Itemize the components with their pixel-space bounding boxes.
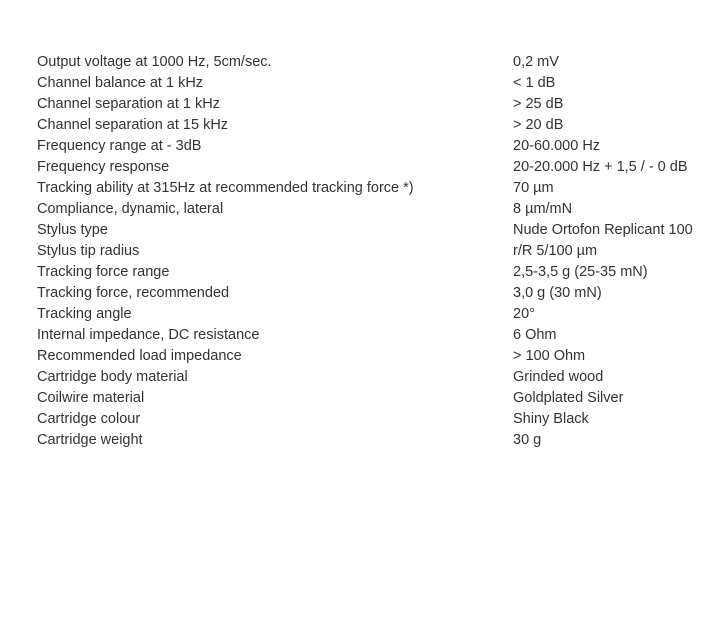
table-row — [37, 430, 713, 451]
spec-parameter: Channel separation at 1 kHz — [37, 96, 220, 112]
spec-value: 0,2 mV — [513, 54, 559, 70]
spec-parameter: Frequency response — [37, 159, 170, 175]
specifications-table — [37, 52, 713, 451]
spec-parameter: Cartridge weight — [37, 432, 143, 448]
spec-parameter: Channel separation at 15 kHz — [37, 117, 229, 133]
spec-value: 20-20.000 Hz + 1,5 / - 0 dB — [513, 159, 688, 175]
spec-parameter: Tracking angle — [37, 306, 132, 322]
spec-parameter: Frequency range at - 3dB — [37, 138, 202, 154]
spec-parameter: Internal impedance, DC resistance — [37, 327, 260, 343]
table-row — [37, 325, 713, 346]
spec-value: > 100 Ohm — [513, 348, 586, 364]
spec-value: 6 Ohm — [513, 327, 557, 343]
spec-parameter: Stylus tip radius — [37, 243, 140, 259]
spec-parameter: Tracking force, recommended — [37, 285, 230, 301]
table-row — [37, 409, 713, 430]
table-row — [37, 346, 713, 367]
spec-value: r/R 5/100 µm — [513, 243, 598, 259]
spec-parameter: Recommended load impedance — [37, 348, 242, 364]
spec-value: Nude Ortofon Replicant 100 — [513, 222, 693, 238]
table-row — [37, 388, 713, 409]
spec-parameter: Channel balance at 1 kHz — [37, 75, 204, 91]
spec-value: < 1 dB — [513, 75, 556, 91]
spec-value: Grinded wood — [513, 369, 604, 385]
spec-parameter: Tracking ability at 315Hz at recommended tracking force *) — [37, 180, 414, 196]
table-row — [37, 262, 713, 283]
spec-parameter: Tracking force range — [37, 264, 170, 280]
spec-value: 70 µm — [513, 180, 554, 196]
table-row — [37, 367, 713, 388]
spec-value: > 20 dB — [513, 117, 564, 133]
spec-value: 30 g — [513, 432, 542, 448]
spec-value: 20° — [513, 306, 535, 322]
table-row — [37, 178, 713, 199]
specifications-table-body — [37, 52, 713, 451]
spec-parameter: Coilwire material — [37, 390, 145, 406]
spec-value: 3,0 g (30 mN) — [513, 285, 602, 301]
table-row — [37, 73, 713, 94]
table-row — [37, 115, 713, 136]
table-row — [37, 136, 713, 157]
spec-value: 8 µm/mN — [513, 201, 573, 217]
spec-value: 20-60.000 Hz — [513, 138, 601, 154]
spec-value: Goldplated Silver — [513, 390, 624, 406]
table-row — [37, 283, 713, 304]
spec-parameter: Cartridge body material — [37, 369, 188, 385]
table-row — [37, 94, 713, 115]
spec-parameter: Output voltage at 1000 Hz, 5cm/sec. — [37, 54, 272, 70]
table-row — [37, 157, 713, 178]
table-row — [37, 304, 713, 325]
spec-value: 2,5-3,5 g (25-35 mN) — [513, 264, 648, 280]
table-row — [37, 199, 713, 220]
table-row — [37, 52, 713, 73]
spec-parameter: Compliance, dynamic, lateral — [37, 201, 224, 217]
spec-value: > 25 dB — [513, 96, 564, 112]
table-row — [37, 241, 713, 262]
spec-value: Shiny Black — [513, 411, 589, 427]
spec-parameter: Stylus type — [37, 222, 108, 238]
spec-parameter: Cartridge colour — [37, 411, 141, 427]
table-row — [37, 220, 713, 241]
